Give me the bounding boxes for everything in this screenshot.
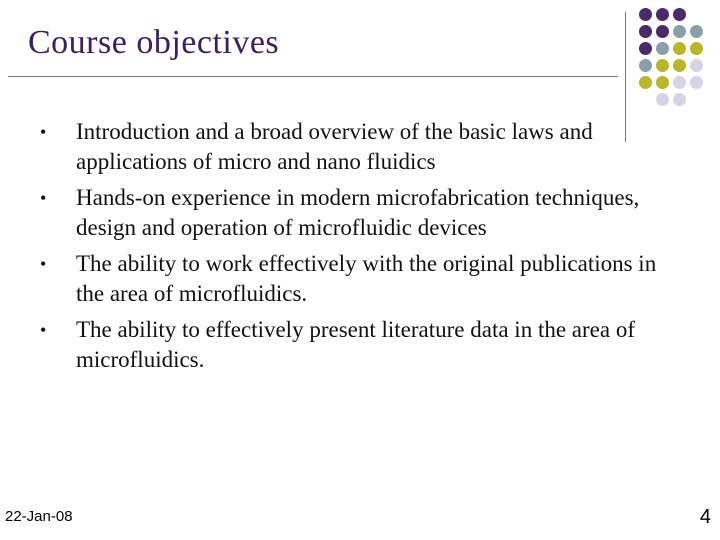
objective-text: The ability to effectively present literature data in the area of microfluidics. bbox=[76, 317, 635, 372]
bullet-icon: • bbox=[40, 122, 47, 142]
decorative-dot bbox=[656, 8, 669, 21]
decorative-dot bbox=[656, 76, 669, 89]
decorative-dot bbox=[656, 42, 669, 55]
decorative-dot bbox=[639, 59, 652, 72]
objective-item bbox=[40, 183, 660, 243]
decorative-dot bbox=[656, 59, 669, 72]
decorative-dot bbox=[639, 25, 652, 38]
decorative-dot bbox=[639, 42, 652, 55]
objective-item bbox=[40, 315, 660, 375]
objective-text: Introduction and a broad overview of the basic laws and applications of micro and nano fluidics bbox=[76, 119, 593, 174]
decorative-dot bbox=[673, 59, 686, 72]
decorative-horizontal-line bbox=[8, 76, 618, 77]
footer-date: 22-Jan-08 bbox=[5, 508, 73, 525]
objective-item bbox=[40, 249, 660, 309]
decorative-dot bbox=[673, 25, 686, 38]
decorative-dot bbox=[690, 25, 703, 38]
bullet-icon: • bbox=[40, 320, 47, 340]
decorative-dot bbox=[690, 42, 703, 55]
decorative-dot bbox=[639, 8, 652, 21]
decorative-dot bbox=[639, 76, 652, 89]
page-number: 4 bbox=[699, 506, 711, 528]
objective-item bbox=[40, 117, 660, 177]
decorative-dot-grid bbox=[639, 8, 719, 128]
objective-text: Hands-on experience in modern microfabrication techniques, design and operation of microfluidic devices bbox=[76, 185, 640, 240]
decorative-dot bbox=[673, 93, 686, 106]
objectives-list bbox=[40, 117, 660, 381]
decorative-dot bbox=[690, 59, 703, 72]
decorative-dot bbox=[673, 42, 686, 55]
decorative-dot bbox=[656, 93, 669, 106]
decorative-dot bbox=[656, 25, 669, 38]
decorative-dot bbox=[673, 76, 686, 89]
decorative-dot bbox=[690, 76, 703, 89]
bullet-icon: • bbox=[40, 254, 47, 274]
decorative-dot bbox=[673, 8, 686, 21]
objective-text: The ability to work effectively with the original publications in the area of microfluidics. bbox=[76, 251, 657, 306]
bullet-icon: • bbox=[40, 188, 47, 208]
slide-title: Course objectives bbox=[28, 24, 280, 61]
